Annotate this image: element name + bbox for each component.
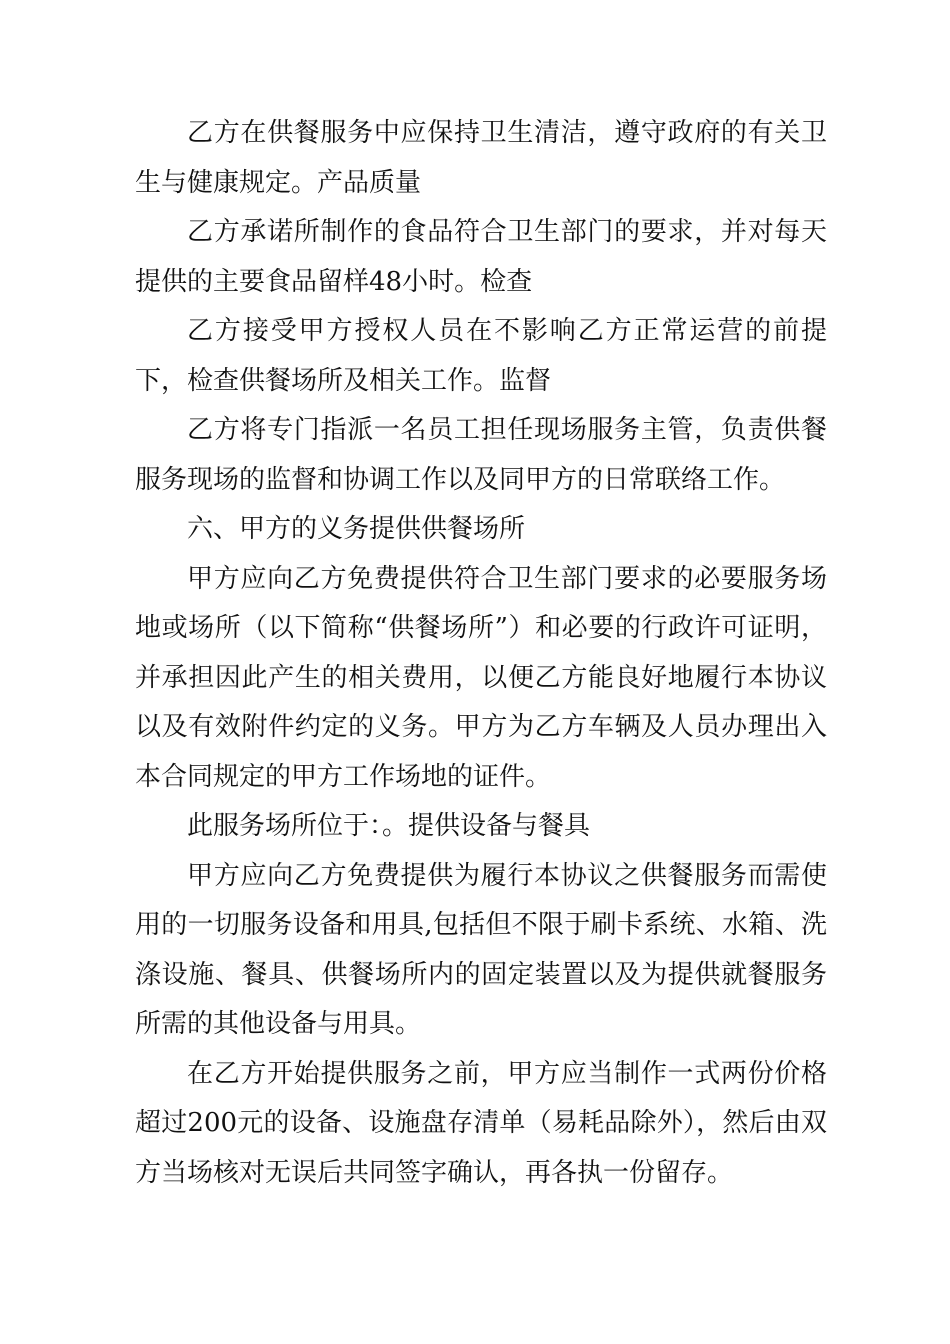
paragraph-inventory: 在乙方开始提供服务之前，甲方应当制作一式两份价格超过200元的设备、设施盘存清单（易耗品除外），然后由双方当场核对无误后共同签字确认，再各执一份留存。 [135, 1058, 827, 1188]
paragraph-supervision: 乙方将专门指派一名员工担任现场服务主管，负责供餐服务现场的监督和协调工作以及同甲方的日常联络工作。 [135, 415, 827, 495]
paragraph-food-quality: 乙方承诺所制作的食品符合卫生部门的要求，并对每天提供的主要食品留样48小时。检查 [135, 217, 827, 297]
paragraph-inspection: 乙方接受甲方授权人员在不影响乙方正常运营的前提下，检查供餐场所及相关工作。监督 [135, 316, 827, 396]
paragraph-equipment: 甲方应向乙方免费提供为履行本协议之供餐服务而需使用的一切服务设备和用具,包括但不限于刷卡系统、水箱、洗涤设施、餐具、供餐场所内的固定装置以及为提供就餐服务所需的其他设备与用具。 [135, 860, 827, 1039]
paragraph-hygiene: 乙方在供餐服务中应保持卫生清洁，遵守政府的有关卫生与健康规定。产品质量 [135, 118, 827, 198]
document-body [135, 109, 827, 1198]
section-heading-party-a-obligations: 六、甲方的义务提供供餐场所 [187, 514, 526, 544]
paragraph-venue-location: 此服务场所位于：。提供设备与餐具 [187, 811, 591, 841]
paragraph-dining-venue: 甲方应向乙方免费提供符合卫生部门要求的必要服务场地或场所（以下简称“供餐场所”）和必要的行政许可证明，并承担因此产生的相关费用，以便乙方能良好地履行本协议以及有效附件约定的义务。甲方为乙方车辆及人员办理出入本合同规定的甲方工作场地的证件。 [135, 563, 827, 792]
